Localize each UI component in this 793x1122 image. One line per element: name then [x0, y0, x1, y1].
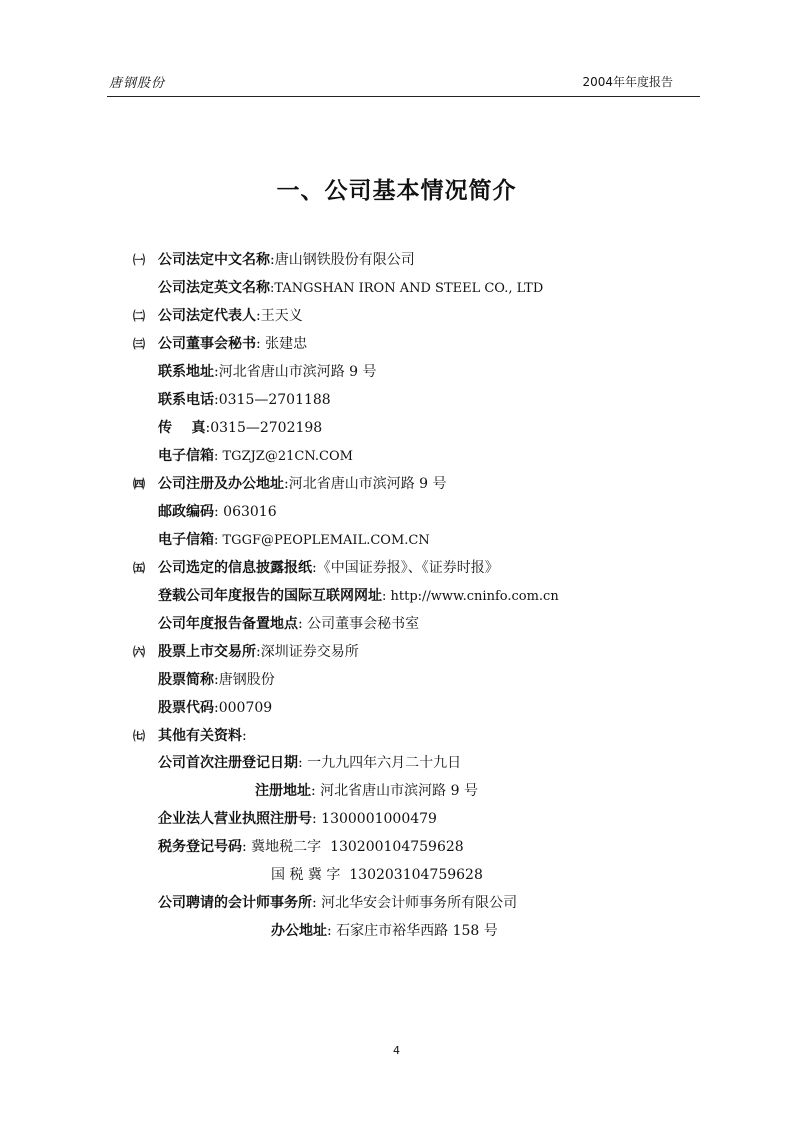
row-website	[158, 586, 559, 607]
value: :河北省唐山市滨河路 9 号	[214, 364, 377, 380]
report-title: 2004年年度报告	[582, 75, 673, 89]
label: 股票代码	[158, 700, 214, 716]
label: 企业法人营业执照注册号	[158, 811, 312, 827]
row-contact-phone	[158, 390, 331, 410]
value: : TGZJZ@21CN.COM	[214, 449, 353, 464]
value: :河北省唐山市滨河路 9 号	[284, 476, 447, 492]
item-marker-7: ㈦	[133, 729, 146, 743]
value: :TANGSHAN IRON AND STEEL CO., LTD	[270, 281, 544, 296]
label: 税务登记号码	[158, 839, 242, 855]
value: : 河北华安会计师事务所有限公司	[312, 895, 518, 911]
page-header	[107, 66, 700, 97]
value: :唐钢股份	[214, 672, 275, 688]
row-reg-addr	[158, 474, 447, 494]
section-title: 一、公司基本情况简介	[276, 178, 517, 204]
value: : 063016	[214, 504, 277, 520]
label: 公司法定中文名称	[158, 252, 270, 268]
label: 公司法定英文名称	[158, 280, 270, 296]
item-marker-6: ㈥	[133, 645, 146, 659]
value: : 冀地税二字 130200104759628	[242, 839, 464, 855]
value: :唐山钢铁股份有限公司	[270, 252, 415, 268]
value: :深圳证券交易所	[256, 644, 359, 660]
label: 注册地址	[255, 783, 311, 799]
item-marker-3: ㈢	[133, 337, 146, 351]
label: 其他有关资料	[158, 728, 242, 744]
value: :000709	[214, 700, 273, 716]
row-contact-addr	[158, 362, 377, 382]
row-en-name	[158, 278, 543, 299]
item-marker-2: ㈡	[133, 309, 146, 323]
value: :《中国证券报》、《证券时报》	[312, 560, 499, 576]
label: 联系电话	[158, 392, 214, 408]
label: 公司聘请的会计师事务所	[158, 895, 312, 911]
row-office-addr	[271, 921, 498, 941]
row-newspaper	[158, 558, 499, 578]
row-first-reg-date	[158, 753, 461, 773]
row-reg-location	[255, 781, 478, 801]
row-license-no	[158, 809, 437, 829]
row-tax-no	[158, 837, 464, 857]
value: : http://www.cninfo.com.cn	[382, 589, 559, 604]
label: 公司董事会秘书	[158, 336, 256, 352]
value: :0315—2702198	[205, 420, 323, 436]
label: 股票简称	[158, 672, 214, 688]
label: 传 真	[158, 420, 206, 436]
value: :0315—2701188	[214, 392, 331, 408]
label: 公司注册及办公地址	[158, 476, 284, 492]
label: 公司选定的信息披露报纸	[158, 560, 312, 576]
label: 公司法定代表人	[158, 308, 256, 324]
value: : 1300001000479	[312, 811, 437, 827]
row-accountant	[158, 893, 517, 913]
row-email-1	[158, 446, 353, 467]
row-fax	[158, 418, 322, 438]
row-postcode	[158, 502, 277, 522]
label: 公司首次注册登记日期	[158, 755, 298, 771]
row-email-2	[158, 530, 430, 551]
row-exchange	[158, 642, 359, 662]
label: 办公地址	[271, 923, 327, 939]
value: :	[242, 728, 247, 744]
row-legal-rep	[158, 306, 303, 326]
company-logo-text: 唐钢股份	[109, 76, 166, 91]
label: 登载公司年度报告的国际互联网网址	[158, 588, 382, 604]
item-marker-4: ㈣	[133, 477, 146, 491]
row-other-info	[158, 726, 247, 746]
label: 联系地址	[158, 364, 214, 380]
value: : 一九九四年六月二十九日	[298, 755, 462, 771]
value: : 河北省唐山市滨河路 9 号	[311, 783, 478, 799]
value: 国 税 冀 字 130203104759628	[271, 867, 483, 883]
label: 公司年度报告备置地点	[158, 616, 298, 632]
item-marker-5: ㈤	[133, 561, 146, 575]
value: : TGGF@PEOPLEMAIL.COM.CN	[214, 533, 430, 548]
row-report-place	[158, 614, 419, 634]
row-stock-abbr	[158, 670, 275, 690]
label: 电子信箱	[158, 532, 214, 548]
value: : 张建忠	[256, 336, 308, 352]
value: : 公司董事会秘书室	[298, 616, 420, 632]
page-number: 4	[393, 1044, 400, 1057]
label: 邮政编码	[158, 504, 214, 520]
row-cn-name	[158, 250, 415, 270]
row-secretary	[158, 334, 307, 354]
row-tax-no-national	[271, 865, 483, 885]
value: :王天义	[256, 308, 303, 324]
item-marker-1: ㈠	[133, 253, 146, 267]
value: : 石家庄市裕华西路 158 号	[327, 923, 498, 939]
label: 股票上市交易所	[158, 644, 256, 660]
label: 电子信箱	[158, 448, 214, 464]
row-stock-code	[158, 698, 272, 718]
